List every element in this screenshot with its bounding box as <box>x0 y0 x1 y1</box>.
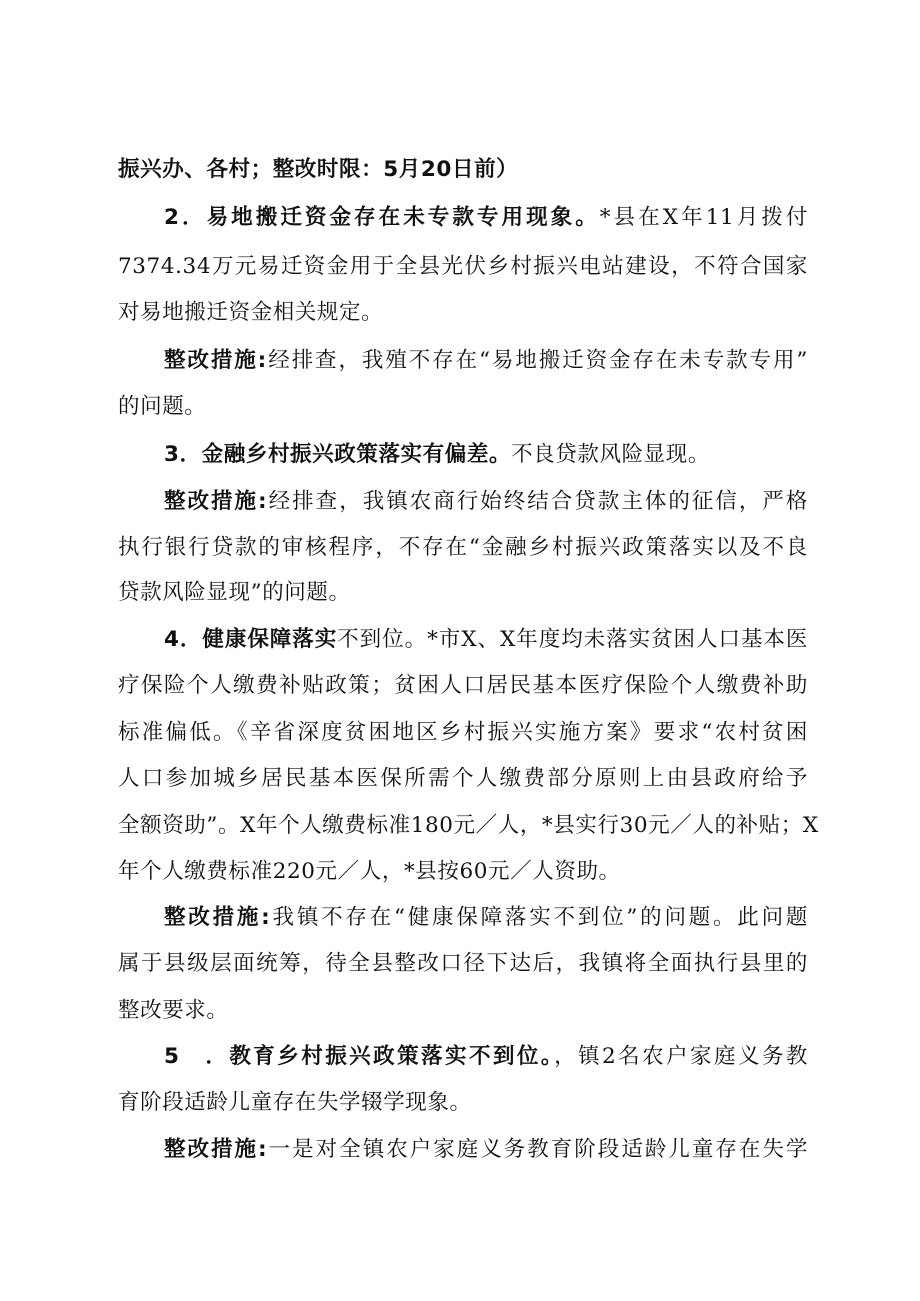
text-span: 经排查，我殖不存在“易地搬迁资金存在未专款专用” <box>266 348 808 373</box>
measure-label: 整改措施: <box>164 489 268 514</box>
text-line: 全额资助”。X年个人缴费标准180元／人，*县实行30元／人的补贴；X <box>118 813 819 838</box>
item-heading: 5 ．教育乡村振兴政策落实不到位。 <box>164 1044 555 1069</box>
measure-paragraph-2 <box>164 339 808 383</box>
text-line: 标准偏低。《辛省深度贫困地区乡村振兴实施方案》要求“农村贫困 <box>118 720 808 745</box>
text-span: ，镇2名农户家庭义务教 <box>554 1044 809 1069</box>
item-heading: 4．健康保障落实 <box>164 627 338 652</box>
measure-label: 整改措施: <box>164 348 267 373</box>
text-line: 年个人缴费标准220元／人，*县按60元／人资助。 <box>118 859 621 884</box>
measure-paragraph-4 <box>164 896 808 940</box>
paragraph-item-4 <box>164 618 808 662</box>
text-line: 贷款风险显现”的问题。 <box>118 580 351 605</box>
text-line: 人口参加城乡居民基本医保所需个人缴费部分原则上由县政府给予 <box>118 766 808 791</box>
text-span: 不良贷款风险显现。 <box>511 442 710 467</box>
text-line: 育阶段适龄儿童存在失学辍学现象。 <box>118 1090 472 1115</box>
text-line: 整改要求。 <box>118 998 229 1023</box>
measure-paragraph-3 <box>164 480 808 524</box>
text-span: 我镇不存在“健康保障落实不到位”的问题。此问题 <box>270 905 808 930</box>
paragraph-item-5 <box>164 1035 808 1079</box>
text-span: *县在X年11月拨付 <box>599 205 808 230</box>
measure-label: 整改措施: <box>164 905 271 930</box>
text-span: 不到位。*市X、X年度均未落实贫困人口基本医 <box>337 627 808 652</box>
paragraph-item-2 <box>164 196 808 240</box>
text-line: 的问题。 <box>118 394 207 419</box>
text-line: 属于县级层面统筹，待全县整改口径下达后，我镇将全面执行县里的 <box>118 951 808 976</box>
item-heading: 3．金融乡村振兴政策落实有偏差。 <box>164 442 512 467</box>
text-line: 7374.34万元易迁资金用于全县光伏乡村振兴电站建设，不符合国家 <box>118 254 808 279</box>
measure-label: 整改措施: <box>164 1137 268 1162</box>
text-line: 对易地搬迁资金相关规定。 <box>118 300 384 325</box>
text-line: 执行银行贷款的审核程序，不存在“金融乡村振兴政策落实以及不良 <box>118 535 808 560</box>
measure-paragraph-5 <box>164 1128 808 1172</box>
text-line: 疗保险个人缴费补贴政策；贫困人口居民基本医疗保险个人缴费补助 <box>118 673 808 698</box>
text-span: 经排查，我镇农商行始终结合贷款主体的征信，严格 <box>267 489 808 514</box>
paragraph-item-3 <box>164 433 808 477</box>
text-span: 一是对全镇农户家庭义务教育阶段适龄儿童存在失学 <box>267 1137 808 1162</box>
item-heading: 2．易地搬迁资金存在未专款专用现象。 <box>164 205 600 230</box>
text-line: 振兴办、各村；整改时限：5月20日前） <box>118 157 519 182</box>
